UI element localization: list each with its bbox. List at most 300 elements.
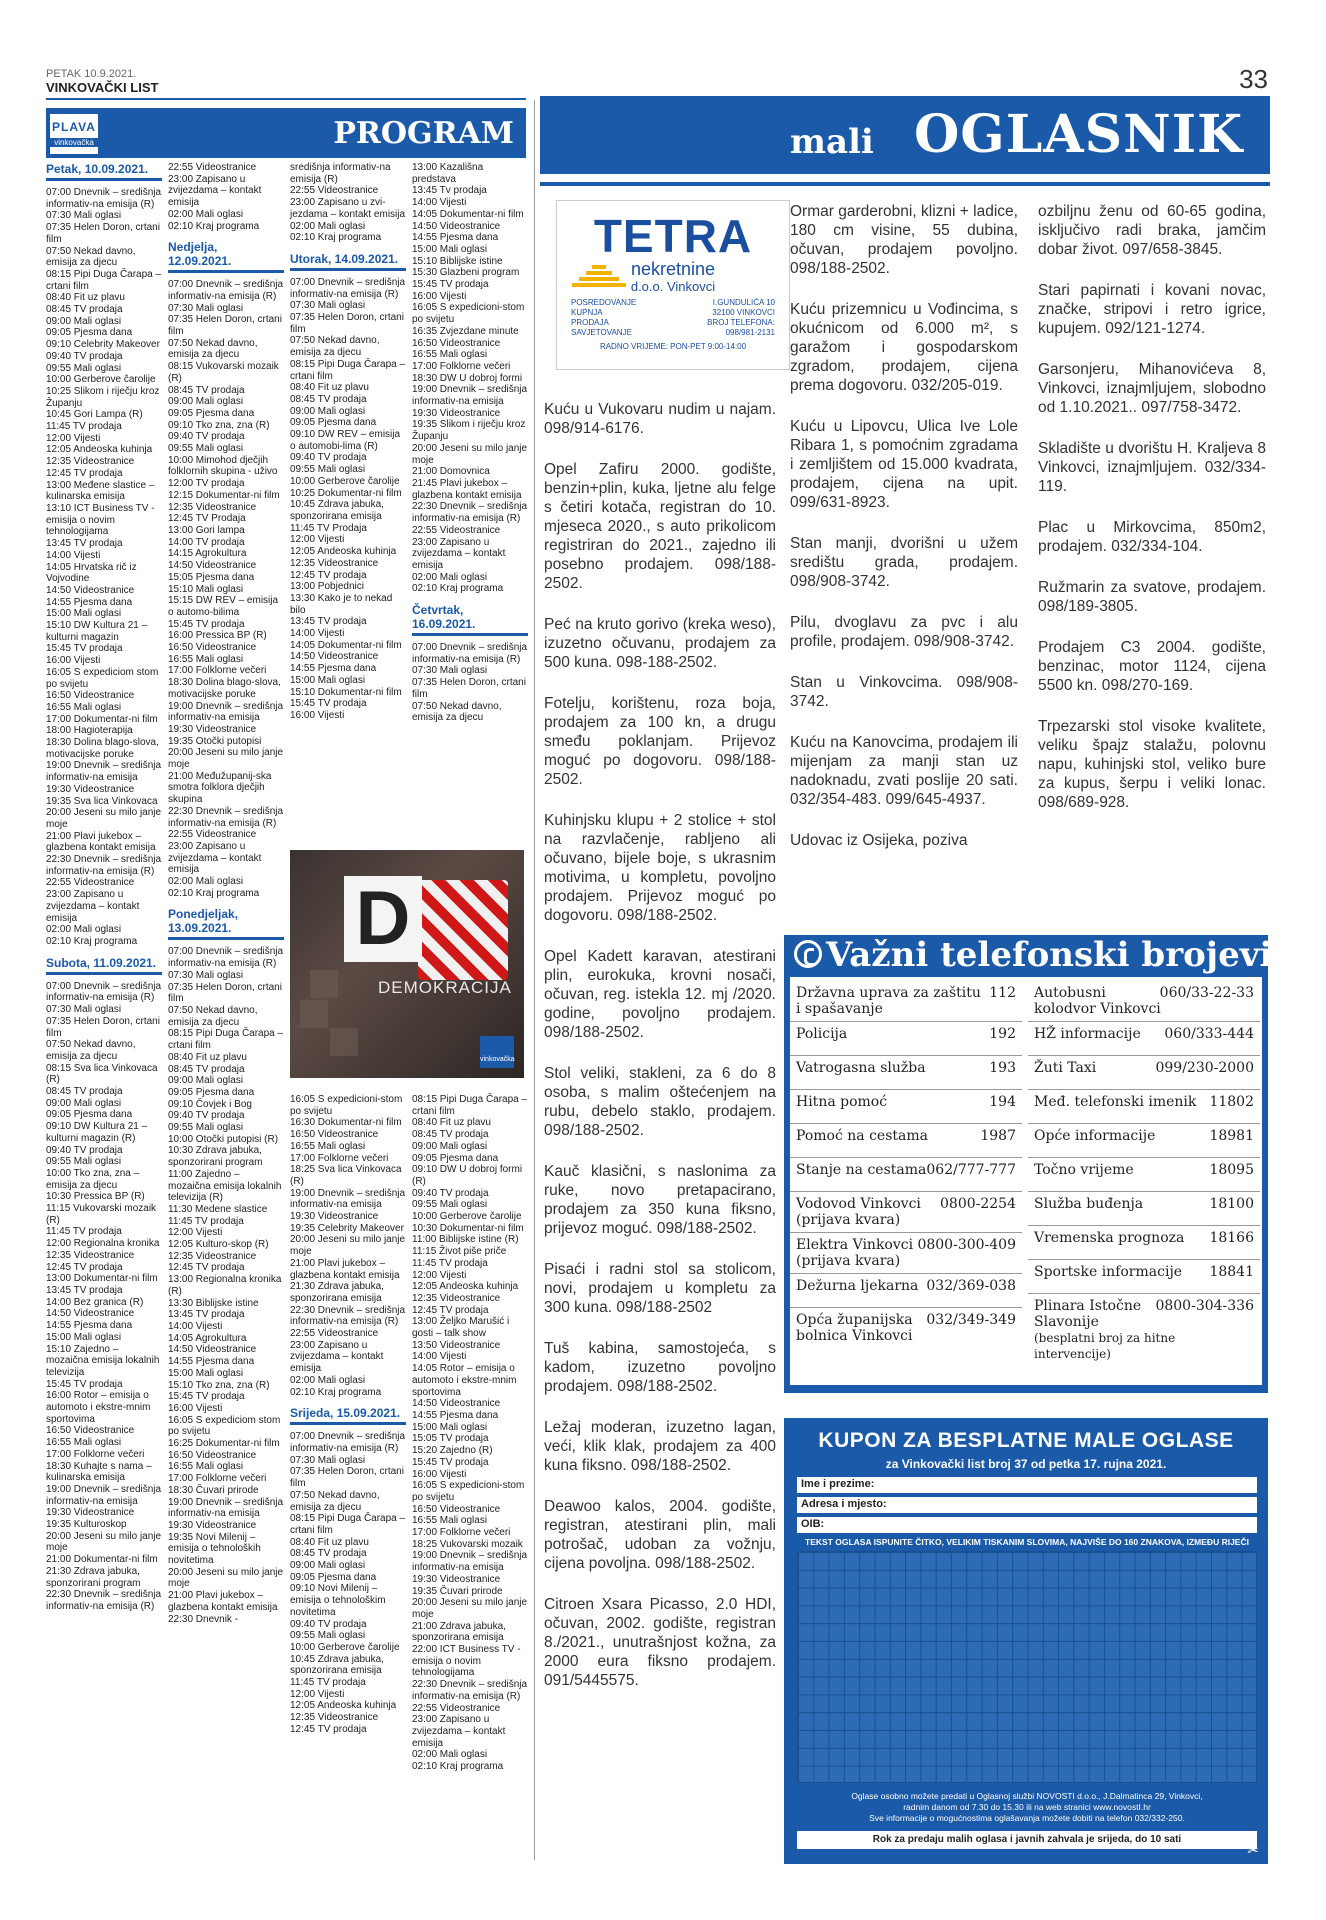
program-item: 09:55 Mali oglasi [168,443,244,455]
program-item: 22:30 Dnevnik – središnja informativ-na emisija (R) [412,501,530,525]
program-item: 19:35 Novi Milenij – emisija o tehnoloških novitetima [168,1531,264,1567]
program-item: 09:10 Čovjek i Bog [168,1098,252,1110]
program-item: 15:10 Zajedno – mozaična emisija lokalnih televizija [46,1343,163,1378]
image-tile [330,1028,358,1056]
program-item: 02:10 Kraj programa [168,887,260,899]
tetra-contact: 32100 VINKOVCI [712,308,775,317]
classified-ad: Stan u Vinkovcima. 098/908-3742. [790,674,1018,710]
program-column-3-top [290,162,406,842]
phone-row [790,1022,1022,1056]
phone-row [1028,1090,1260,1124]
program-item: 07:50 Nekad davno, emisija za djecu [46,1039,139,1062]
program-item: 20:00 Jeseni su milo janje moje [46,807,164,830]
program-item: 13:00 Gori lampa [168,524,245,536]
program-item: 21:00 Dokumentar-ni film [46,1554,158,1566]
program-item: 13:45 TV prodaja [168,1309,245,1321]
program-item: 02:10 Kraj programa [290,1386,382,1398]
program-item: 10:25 Dokumentar-ni film [290,487,402,499]
classified-ad: Kuću na Kanovcima, prodajem ili mijenjam za manji stan uz nadoknadu, zvati poslije 20 sati. 032/354-483. 099/645-4937. [790,734,1018,808]
program-item: 15:00 Mali oglasi [412,1421,488,1433]
program-item: 07:35 Helen Doron, crtani film [412,677,529,700]
program-item: 22:30 Dnevnik – središnja informativ-na emisija (R) [290,1304,408,1328]
program-item: 23:00 Zapisano u zvijezdama – kontakt emisija [168,173,265,209]
program-item: 14:50 Videostranice [290,651,379,663]
tetra-service: PRODAJA [571,318,609,327]
program-item: 09:00 Mali oglasi [46,315,122,327]
program-item: 08:40 Fit uz plavu [290,1536,369,1548]
phone-service-name: Autobusni kolodvor Vinkovci [1034,985,1161,1017]
program-item: 07:00 Dnevnik – središnja informativ-na emisija (R) [168,946,286,970]
program-item: 11:45 TV Prodaja [290,522,367,534]
program-item: 07:50 Nekad davno, emisija za djecu [412,700,505,724]
program-item: 21:00 Domovnica [412,466,490,478]
program-item: 21:00 Međužupanij-ska smotra folklora dječjih skupina [168,770,275,806]
phone-service-name: Elektra Vinkovci (prijava kvara) [796,1237,914,1269]
program-item: 15:00 Mali oglasi [412,243,488,255]
image-tile [300,1000,328,1028]
coupon-oib-field[interactable]: OIB: [797,1517,1257,1533]
coupon-address-field[interactable]: Adresa i mjesto: [797,1497,1257,1513]
program-item: 13:45 TV prodaja [290,616,367,628]
program-item: 22:30 Dnevnik – središnja informativ-na emisija (R) [412,1679,530,1702]
program-item: 23:00 Zapisano u zvijezdama – kontakt emisija [412,536,509,571]
program-item: 08:15 Pipi Duga Čarapa – crtani film [290,1513,408,1536]
newspaper-name: VINKOVAČKI LIST [46,80,159,95]
program-item: 08:45 TV prodaja [46,304,123,316]
program-item: 07:50 Nekad davno, emisija za djecu [290,335,383,359]
program-item: 08:40 Fit uz plavu [168,1051,247,1063]
phone-service-name: Policija [796,1026,848,1042]
phone-row [1028,1294,1260,1366]
classified-ad: Plac u Mirkovcima, 850m2, prodajem. 032/334-104. [1038,519,1266,555]
tetra-contact: 098/981-2131 [725,328,775,337]
program-item: 15:10 DW Kultura 21 – kulturni magazin [46,620,150,643]
phone-row [790,1192,1022,1233]
phone-icon [794,940,822,968]
image-word: DEMOKRACIJA [378,978,512,997]
program-item: 16:00 Pressica BP (R) [168,630,267,642]
program-item: 19:00 Dnevnik – središnja informativ-na emisija [168,700,286,724]
phone-number: 032/349-349 [926,1312,1016,1328]
phone-number: 0800-304-336 [1155,1298,1254,1314]
program-item: 12:00 Vijesti [46,432,101,444]
program-item: 23:00 Zapisano u zvi-jezdama – kontakt emisija [290,197,406,220]
page-number: 33 [1239,64,1268,94]
program-item: 07:35 Helen Doron, crtani film [168,314,285,338]
program-item: 12:35 Videostranice [412,1292,501,1304]
coupon-deadline: Rok za predaju malih oglasa i javnih zahvala je srijeda, do 10 sati [797,1831,1257,1849]
phone-numbers-right [1028,981,1260,1366]
program-item: 20:00 Jeseni su milo janje moje [412,1597,530,1620]
program-item: 16:05 S expedicioni-stom po svijetu [412,302,528,326]
program-item: 19:00 Dnevnik – središnja informativ-na emisija [290,1187,408,1211]
program-column-2 [168,162,284,1862]
program-item: 20:00 Jeseni su milo janje moje [168,747,286,771]
classified-ad: Deawoo kalos, 2004. godište, registran, atestirani plin, mali potrošač, udoban za vožnju, cijena povoljna. 098/188-2502. [544,1498,776,1572]
program-item: 12:45 TV prodaja [290,569,367,581]
program-item: 16:55 Mali oglasi [412,349,488,361]
phone-service-name: Međ. telefonski imenik [1034,1094,1197,1110]
classified-ad: Kuću u Lipovcu, Ulica Ive Lole Ribara 1, s pomoćnim zgradama i zemljištem od 15.000 kvadrata, prodajem, cijena na upit. 099/631-8923. [790,418,1018,511]
program-item: 02:10 Kraj programa [46,936,138,947]
phone-number: 1987 [980,1128,1016,1144]
program-item: 12:05 Andeoska kuhinja [290,1700,397,1712]
croatian-flag-icon [418,880,508,980]
program-item: 15:00 Mali oglasi [168,1367,244,1379]
program-item: 09:55 Mali oglasi [290,464,366,476]
program-item: 16:00 Rotor – emisija o automoto i ekstre-mnim sportovima [46,1390,154,1425]
program-item: 10:30 Zdrava jabuka, sponzorirani program [168,1145,265,1169]
program-item: 16:35 Zvjezdane minute [412,325,519,337]
classified-ad: Ormar garderobni, klizni + ladice, 180 cm visine, 55 dubina, očuvan, prodajem povoljno. 098/188-2502. [790,203,1018,277]
program-item: 08:40 Fit uz plavu [290,382,369,394]
phone-number: 0800-300-409 [917,1237,1016,1253]
program-item: 15:45 TV prodaja [412,279,489,291]
program-item: 09:05 Pjesma dana [46,327,133,339]
program-item: 21:45 Plavi jukebox – glazbena kontakt emisija [412,477,522,501]
program-item: 15:45 TV prodaja [290,698,367,710]
program-item: 09:00 Mali oglasi [290,405,366,417]
program-item: 14:55 Pjesma dana [412,1409,499,1421]
station-logo: vinkovačka [480,1036,514,1068]
day-rule [290,268,406,271]
program-item: 16:30 Dokumentar-ni film [290,1117,402,1129]
phone-service-name: Vatrogasna služba [796,1060,926,1076]
program-item: 15:10 Biblijske istine [412,255,503,267]
program-item: 09:55 Mali oglasi [46,362,122,374]
plava-logo [48,112,100,156]
program-item: 22:55 Videostranice [168,829,257,841]
program-item: 15:45 TV prodaja [412,1456,489,1468]
program-item: 07:00 Dnevnik – središnja informativ-na emisija (R) [46,187,164,210]
program-item: 12:00 Regionalna kronika [46,1238,160,1250]
program-item: 07:30 Mali oglasi [46,1004,122,1016]
phone-row [790,1233,1022,1274]
day-rule [46,972,162,975]
day-heading: Ponedjeljak, 13.09.2021. [168,907,239,936]
program-item: 19:35 Celebrity Makeover [290,1222,404,1234]
program-item: 22:30 Dnevnik – središnja informativ-na emisija (R) [46,854,164,877]
issue-date: PETAK 10.9.2021. [46,68,137,80]
program-item: 09:40 TV prodaja [290,1618,367,1630]
program-item: 19:00 Dnevnik – središnja informativ-na emisija [412,384,530,408]
column-divider [534,100,535,1860]
program-item: 10:00 Otočki putopisi (R) [168,1133,279,1145]
tetra-service: KUPNJA [571,308,603,317]
program-item: 20:00 Jeseni su milo janje moje [46,1530,164,1554]
program-item: 15:05 Pjesma dana [168,571,255,583]
phone-service-name: Stanje na cestama [796,1162,927,1178]
coupon-footer-line: Oglase osobno možete predati u Oglasnoj službi NOVOSTI d.o.o., J.Dalmatinca 29, Vinkovci, [851,1791,1203,1801]
program-item: 09:10 DW Kultura 21 – kulturni magazin (R) [46,1121,150,1144]
program-item: 13:45 TV prodaja [46,538,123,550]
phone-number: 18166 [1209,1230,1254,1246]
program-item: 08:45 TV prodaja [168,384,245,396]
program-item: 14:55 Pjesma dana [412,232,499,244]
program-item: 17:00 Folklorne večeri [168,665,267,677]
program-column-4-bottom [412,1094,528,1862]
image-tile [310,970,338,998]
phone-service-name: Hitna pomoć [796,1094,888,1110]
program-item: 14:05 Hrvatska rič iz Vojvodine [46,561,140,585]
classified-ad: Udovac iz Osijeka, poziva [790,832,968,849]
program-item: 17:00 Folklorne večeri [290,1152,389,1164]
program-item: 12:35 Videostranice [46,1249,135,1261]
classified-ad: Kuhinjsku klupu + 2 stolice + stol na razvlačenje, rabljeno ali očuvano, bijele boje, s ukrasnim motivima, u kompletu, povoljno prodajem. Prijevoz moguć po dogovoru. 098/188-2502. [544,812,776,924]
classified-ad: Citroen Xsara Picasso, 2.0 HDI, očuvan, 2002. godište, registran 8./2021., unutrašnjost kožna, za 2000 eura fiksno prodajem. 091/5445575. [544,1596,776,1689]
program-item: 14:55 Pjesma dana [290,663,377,675]
phone-service-note: (besplatni broj za hitne intervencije) [1034,1331,1176,1361]
program-item: 02:10 Kraj programa [412,1761,504,1773]
program-item: 17:00 Folklorne večeri [168,1473,267,1485]
program-item: 12:35 Videostranice [290,1712,379,1724]
program-item: 09:00 Mali oglasi [168,1075,244,1087]
coupon-text-grid[interactable] [797,1551,1257,1783]
phone-number: 060/33-22-33 [1159,985,1254,1001]
phone-number: 0800-2254 [940,1196,1016,1212]
program-item: 12:00 Vijesti [290,1688,345,1700]
program-item: 09:05 Pjesma dana [168,407,255,419]
program-item: 16:55 Mali oglasi [412,1515,488,1527]
program-item: 22:55 Videostranice [46,877,135,889]
phone-number: 060/333-444 [1164,1026,1254,1042]
program-item: 16:50 Videostranice [412,337,501,349]
program-item: 15:00 Mali oglasi [46,1331,122,1343]
program-column-1 [46,162,162,1862]
program-item: 17:00 Dokumentar-ni film [46,713,158,725]
day-heading: Četvrtak, 16.09.2021. [412,603,476,632]
oglasnik-title-big: OGLASNIK [914,104,1244,165]
program-item: 11:00 Biblijske istine (R) [412,1234,519,1246]
program-item: 09:05 Pjesma dana [290,417,377,429]
program-item: 16:50 Videostranice [46,690,135,702]
classified-ad: Kuću u Vukovaru nudim u najam. 098/914-6176. [544,401,776,437]
program-item: 09:00 Mali oglasi [290,1560,366,1572]
phone-number: 193 [989,1060,1016,1076]
program-item: 10:00 Gerberove čarolije [46,374,156,386]
phone-numbers-title-text: Važni telefonski brojevi [826,935,1273,975]
program-item: 13:00 Kazališna predstava [412,162,486,185]
phone-service-name: Služba buđenja [1034,1196,1144,1212]
program-item: 16:55 Mali oglasi [46,701,122,713]
logo-text: PLAVA [52,120,96,134]
program-item: 02:00 Mali oglasi [290,220,366,232]
program-item: 14:05 Agrokultura [168,1332,247,1344]
program-item: 08:40 Fit uz plavu [412,1117,491,1129]
program-item: 15:45 TV prodaja [168,1391,245,1403]
program-item: 22:30 Dnevnik – središnja informativ-na emisija (R) [46,1589,164,1612]
phone-number: 18095 [1209,1162,1254,1178]
day-heading: Nedjelja, 12.09.2021. [168,240,232,269]
phone-service-name: Pomoć na cestama [796,1128,928,1144]
classified-ad: Stari papirnati i kovani novac, značke, stripovi i retro igrice, kupujem. 092/121-1274. [1038,282,1266,337]
ads-column-1 [544,400,776,1712]
program-item: 08:15 Pipi Duga Čarapa – crtani film [290,358,408,382]
coupon-footer-line: Sve informacije o mogućnostima oglašavanja možete dobiti na telefon 032/332-250. [869,1813,1185,1823]
day-heading: Subota, 11.09.2021. [46,955,157,970]
program-item: 12:00 Vijesti [412,1269,467,1281]
phone-service-name: Točno vrijeme [1034,1162,1134,1178]
tetra-hours: RADNO VRIJEME: PON-PET 9:00-14:00 [599,342,747,351]
program-item: 19:00 Dnevnik – središnja informativ-na emisija [46,760,164,784]
program-item: 21:00 Plavi jukebox – glazbena kontakt emisija [290,1257,400,1281]
program-item: 08:15 Pipi Duga Čarapa – crtani film [46,268,164,292]
program-item: 12:35 Videostranice [168,501,257,513]
program-item: 07:30 Mali oglasi [290,300,366,312]
program-item: 19:30 Videostranice [412,1573,501,1585]
program-item: 12:05 Andeoska kuhinja [412,1281,519,1293]
day-rule [168,270,284,273]
program-item: 22:55 Videostranice [412,1702,501,1714]
program-item: 14:50 Videostranice [168,1344,257,1356]
program-item: 16:05 S expediciom stom po svijetu [168,1414,284,1438]
scissors-icon: ✂ [1247,1842,1259,1858]
program-item: 11:15 Život piše priče [412,1246,507,1258]
program-item: 20:00 Jeseni su milo janje moje [412,442,530,466]
classified-ad: Opel Kadett karavan, atestirani plin, eurokuka, krovni nosači, očuvan, reg. istekla 12. mj /2020. godine, povoljno prodajem. 098/188-2502. [544,948,776,1041]
phone-service-name: Plinara Istočne Slavonije [1034,1298,1142,1330]
program-item: 15:45 TV prodaja [46,1378,123,1390]
program-item: 09:40 TV prodaja [168,1110,245,1122]
coupon-footer-line: radnim danom od 7.30 do 15.30 ili na web stranici www.novostI.hr [903,1802,1151,1812]
program-item: 23:00 Zapisano u zvijezdama – kontakt emisija [168,840,265,876]
program-item: 17:00 Folklorne večeri [46,1448,145,1460]
program-item: 16:55 Mali oglasi [290,1140,366,1152]
program-item: 21:00 Plavi jukebox – glazbena kontakt emisija [168,1590,278,1613]
program-item: 12:05 Andeoska kuhinja [290,546,397,558]
program-item: 16:05 S expediciom stom po svijetu [46,666,162,690]
program-item: 10:00 Gerberove čarolije [290,1641,400,1653]
program-item: 22:55 Videostranice [290,1328,379,1340]
program-item: središnja informativ-na emisija (R) [290,162,394,185]
program-item: 02:00 Mali oglasi [168,876,244,888]
program-item: 09:00 Mali oglasi [412,1140,488,1152]
classified-ad: Stan manji, dvorišni u užem središtu grada, prodajem. 098/908-3742. [790,535,1018,590]
program-item: 08:45 TV prodaja [290,393,367,405]
program-item: 07:00 Dnevnik – središnja informativ-na emisija (R) [290,1431,408,1454]
oglasnik-rule [540,182,1270,186]
program-item: 10:00 Mimohod dječjih folklornih skupina - uživo [168,454,278,478]
classified-ad: Garsonjeru, Mihanovićeva 8, Vinkovci, iznajmljujem, slobodno od 1.10.2021.. 097/758-3472. [1038,361,1266,416]
program-item: 16:00 Vijesti [290,709,345,721]
logo-subtext: vinkovačka [50,138,98,147]
program-item: 22:00 ICT Business TV - emisija o novim tehnologijama [412,1644,524,1679]
program-item: 10:00 Tko zna, zna – emisija za djecu [46,1167,142,1191]
program-item: 13:00 Međene slastice – kulinarska emisija [46,479,158,503]
program-item: 11:00 Zajedno – mozaična emisija lokalnih televizija (R) [168,1168,285,1204]
classified-ad: Stol veliki, stakleni, za 6 do 8 osoba, s malim oštećenjem na rubu, debelo staklo, prodajem. 098/188-2502. [544,1065,776,1139]
image-letter: D [344,876,422,962]
program-item: 09:40 TV prodaja [46,1144,123,1156]
phone-row [1028,1192,1260,1226]
program-item: 12:45 TV prodaja [46,467,123,479]
program-item: 22:30 Dnevnik – središnja informativ-na emisija (R) [168,805,286,829]
program-item: 19:35 Slikom i riječju kroz Županju [412,419,529,443]
program-item: 12:05 Kulturo-skop (R) [168,1239,269,1251]
program-item: 18:30 Čuvari prirode [168,1484,259,1496]
program-item: 02:10 Kraj programa [290,232,382,244]
program-item: 16:05 S expedicioni-stom po svijetu [290,1094,406,1117]
classified-ad: Kuću prizemnicu u Vođincima, s okućnicom od 6.000 m², s garažom i gospodarskom zgradom, prodajem, cijena prema dogovoru. 032/205-019. [790,301,1018,394]
program-item: 18:30 Dolina blago-slova, motivacijske poruke [168,677,284,700]
day-rule [412,633,528,636]
program-item: 19:00 Dnevnik – središnja informativ-na emisija [412,1550,530,1574]
program-item: 16:50 Videostranice [290,1129,379,1141]
program-item: 07:50 Nekad davno, emisija za djecu [168,1005,261,1028]
program-item: 16:50 Videostranice [168,642,257,654]
phone-number: 032/369-038 [926,1278,1016,1294]
program-item: 19:30 Videostranice [412,407,501,419]
program-item: 14:00 Vijesti [412,1351,467,1363]
program-item: 18:30 DW U dobroj formi [412,372,523,384]
tetra-service: POSREDOVANJE [571,298,637,307]
phone-service-name: Sportske informacije [1034,1264,1183,1280]
classified-ad: Prodajem C3 2004. godište, benzinac, motor 1124, cijena 5500 kn. 098/270-169. [1038,639,1266,694]
program-item: 16:50 Videostranice [412,1503,501,1515]
coupon-name-field[interactable]: Ime i prezime: [797,1477,1257,1493]
tetra-ad [556,200,790,370]
program-item: 13:45 Tv prodaja [412,185,487,197]
phone-service-name: Vodovod Vinkovci (prijava kvara) [796,1196,921,1228]
program-item: 15:10 Mali oglasi [168,583,244,595]
phone-row [790,1274,1022,1308]
program-item: 13:10 ICT Business TV - emisija o novim tehnologijama [46,502,158,538]
tetra-name: TETRA [593,210,753,262]
program-item: 07:00 Dnevnik – središnja informativ-na emisija (R) [412,642,530,665]
phone-row [1028,1022,1260,1056]
tetra-sub: nekretnine [630,259,716,279]
program-item: 09:55 Mali oglasi [168,1122,244,1134]
program-item: 09:10 Tko zna, zna (R) [168,419,270,431]
program-item: 02:00 Mali oglasi [46,924,122,936]
demokracija-image [290,850,524,1078]
program-item: 15:10 Dokumentar-ni film [290,686,402,698]
program-item: 20:00 Jeseni su milo janje moje [290,1234,408,1258]
program-item: 19:35 Otočki putopisi [168,735,262,747]
program-item: 14:00 Vijesti [290,628,345,640]
phone-service-name: HŽ informacije [1034,1026,1141,1042]
program-item: 15:00 Mali oglasi [290,674,366,686]
program-item: 09:10 Novi Milenij – emisija o tehnološkim novitetima [290,1583,389,1618]
program-item: 15:45 TV prodaja [168,618,245,630]
program-item: 18:30 Dolina blago-slova, motivacijske poruke [46,737,162,760]
tetra-company: d.o.o. Vinkovci [630,279,716,294]
program-item: 11:30 Medene slastice [168,1203,268,1215]
program-item: 08:45 TV prodaja [412,1129,489,1141]
phone-row [790,1056,1022,1090]
classified-ad: Trpezarski stol visoke kvalitete, veliku špajz stalažu, polovnu napu, kuhinjski stol, veliko bure za kupus, šerpu i veliki lonac. 098/689-928. [1038,718,1266,811]
program-item: 14:50 Videostranice [46,584,135,596]
program-item: 15:30 Glazbeni program [412,267,520,279]
classified-ad: Peć na kruto gorivo (kreka weso), izuzetno očuvanu, prodajem za 500 kuna. 098-188-2502. [544,616,776,671]
program-item: 10:25 Slikom i riječju kroz Županju [46,385,163,409]
program-item: 15:05 TV prodaja [412,1433,489,1445]
classified-ad: ozbiljnu ženu od 60-65 godina, isključivo radi braka, jamčim dobar život. 097/658-3845. [1038,203,1266,258]
ads-column-3 [1038,202,1266,834]
program-item: 08:15 Pipi Duga Čarapa – crtani film [168,1028,286,1052]
program-item: 12:00 Vijesti [290,534,345,546]
phone-row [790,1158,1022,1192]
program-item: 09:05 Pjesma dana [46,1109,133,1121]
program-item: 21:30 Zdrava jabuka, sponzorirana emisija [290,1281,387,1304]
program-item: 16:25 Dokumentar-ni film [168,1438,280,1450]
program-column-4-top [412,162,528,842]
program-item: 19:30 Videostranice [168,1519,257,1531]
program-item: 19:30 Videostranice [168,723,257,735]
phone-numbers-title [794,935,1272,975]
program-item: 14:50 Videostranice [46,1308,135,1320]
program-banner [46,108,526,158]
